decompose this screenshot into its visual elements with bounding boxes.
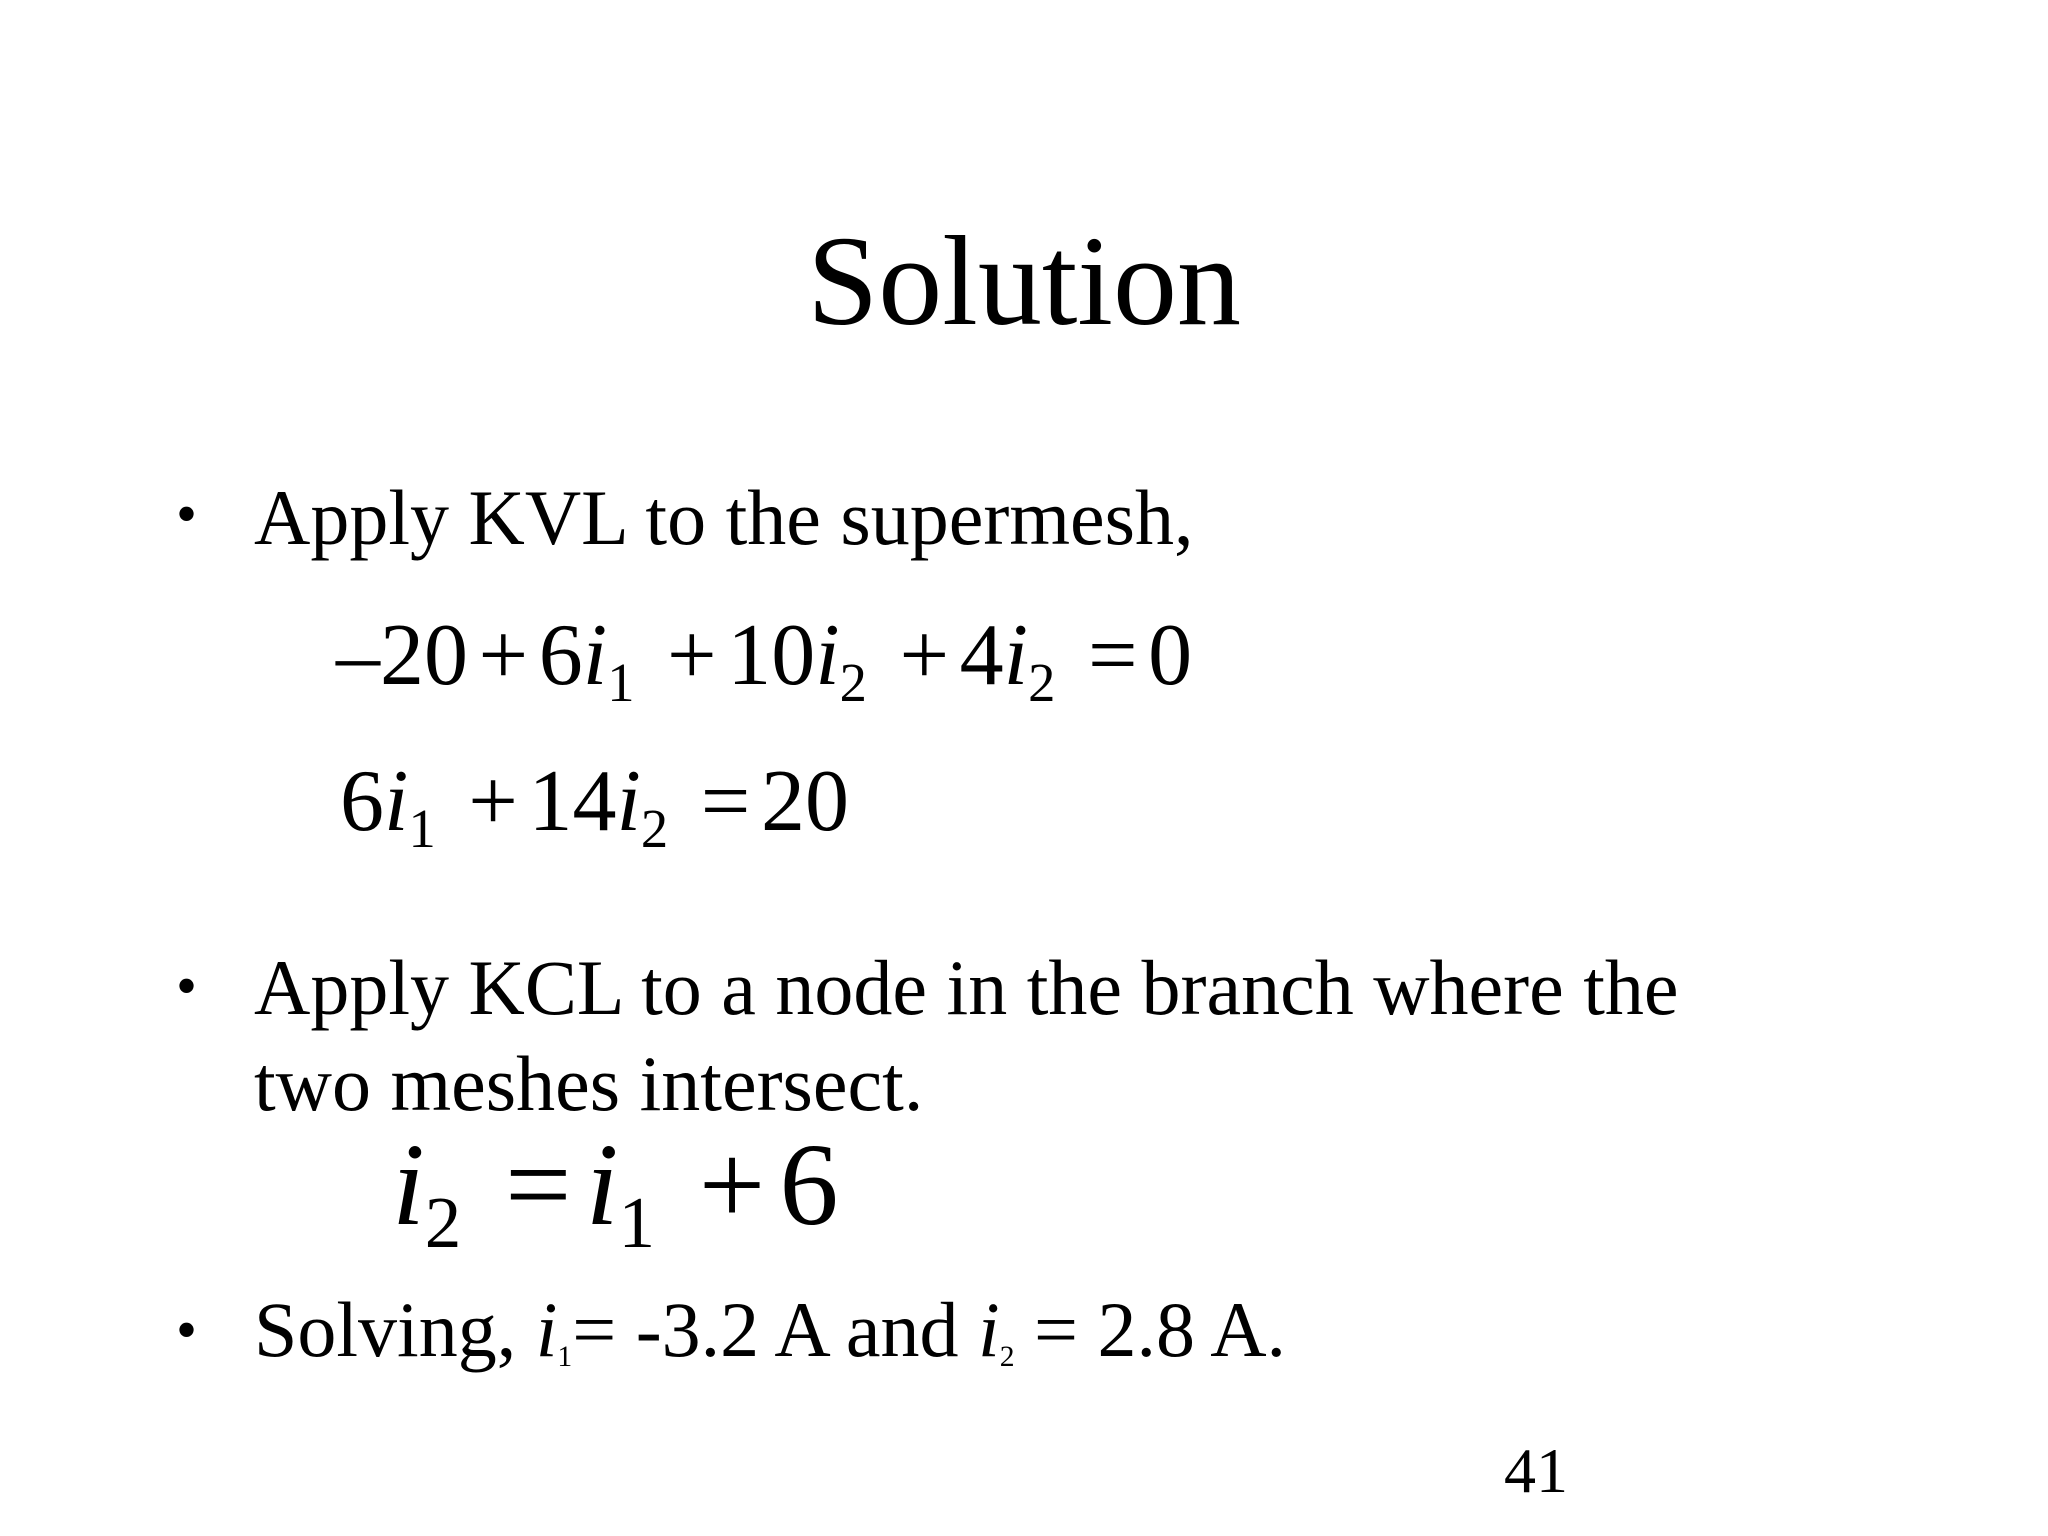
eq-operator: + bbox=[667, 607, 717, 704]
eq-operator: + bbox=[899, 607, 950, 704]
eq-constant: 6 bbox=[340, 753, 384, 850]
slide-title: Solution bbox=[807, 210, 1241, 352]
eq-operator: = bbox=[1087, 607, 1138, 704]
eq-subscript: 2 bbox=[424, 1182, 462, 1264]
eq-subscript: 1 bbox=[408, 798, 436, 860]
eq-constant: 14 bbox=[528, 753, 617, 850]
eq-operator: + bbox=[468, 753, 518, 850]
eq-variable: i bbox=[392, 1119, 425, 1250]
kvl-equation-2 bbox=[340, 752, 849, 862]
bullet-kvl-text: Apply KVL to the supermesh, bbox=[254, 474, 1194, 561]
kcl-equation bbox=[392, 1120, 839, 1265]
solution-subscript: 2 bbox=[999, 1341, 1015, 1374]
eq-operator: + bbox=[698, 1119, 766, 1250]
kvl-equation-1 bbox=[336, 606, 1192, 716]
bullet-marker: • bbox=[176, 481, 198, 547]
eq-operator: = bbox=[700, 753, 751, 850]
eq-variable: i bbox=[582, 607, 608, 704]
solution-value-1: = -3.2 A and bbox=[572, 1286, 979, 1373]
bullet-solving-text bbox=[254, 1284, 1286, 1393]
solving-prefix: Solving, bbox=[254, 1286, 536, 1373]
eq-constant: 6 bbox=[538, 607, 583, 704]
eq-variable: i bbox=[815, 607, 840, 704]
eq-variable: i bbox=[1003, 607, 1029, 704]
solution-variable: i bbox=[978, 1286, 1000, 1373]
eq-subscript: 2 bbox=[1028, 652, 1056, 714]
solution-value-2: = 2.8 A. bbox=[1014, 1286, 1287, 1373]
eq-constant: 20 bbox=[380, 607, 468, 704]
eq-variable: i bbox=[616, 753, 641, 850]
eq-operator: + bbox=[478, 607, 529, 704]
eq-subscript: 2 bbox=[640, 798, 669, 860]
page-number: 41 bbox=[1504, 1435, 1568, 1506]
eq-operator: = bbox=[505, 1119, 572, 1250]
eq-constant: 4 bbox=[959, 607, 1004, 704]
bullet-kcl-text-line1: Apply KCL to a node in the branch where the bbox=[254, 944, 1679, 1031]
eq-subscript: 1 bbox=[618, 1182, 656, 1264]
eq-subscript: 2 bbox=[839, 652, 867, 714]
eq-variable: i bbox=[384, 753, 409, 850]
eq-variable: i bbox=[585, 1119, 619, 1250]
bullet-marker: • bbox=[176, 953, 198, 1019]
eq-operator: – bbox=[336, 607, 380, 704]
eq-constant: 10 bbox=[727, 607, 816, 704]
eq-constant: 0 bbox=[1148, 607, 1193, 704]
eq-subscript: 1 bbox=[607, 652, 635, 714]
bullet-marker: • bbox=[176, 1297, 198, 1363]
eq-constant: 6 bbox=[779, 1119, 839, 1250]
eq-constant: 20 bbox=[760, 753, 849, 850]
solution-subscript: 1 bbox=[557, 1341, 573, 1374]
solution-variable: i bbox=[535, 1286, 558, 1373]
bullet-kcl-text-line2: two meshes intersect. bbox=[254, 1040, 924, 1127]
